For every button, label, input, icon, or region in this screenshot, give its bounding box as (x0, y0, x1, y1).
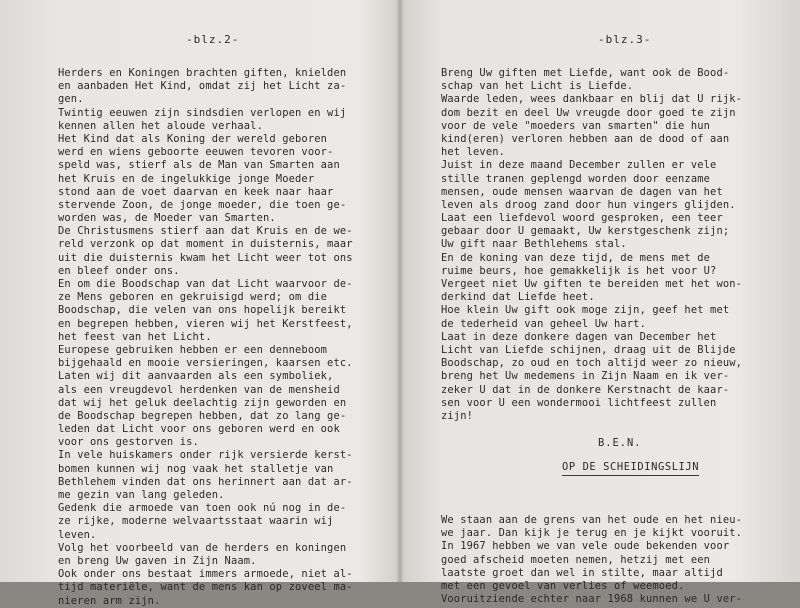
text-line: we jaar. Dan kijk je terug en je kijkt vooruit. (441, 527, 743, 540)
section-body-text (441, 514, 742, 606)
text-line: en begrepen hebben, vieren wij het Kerstfeest, (58, 317, 353, 330)
text-line: De Christusmens stierf aan dat Kruis en de we- (58, 225, 353, 238)
text-line: ze rijke, moderne welvaartsstaat waarin wij (58, 515, 334, 528)
text-line: Breng Uw giften met Liefde, want ook de Bood- (441, 67, 730, 79)
text-line: Laat in deze donkere dagen van December het (441, 330, 717, 343)
text-line: laatste groet dan wel in stilte, maar altijd (441, 566, 723, 579)
text-line: Het Kind dat als Koning der wereld geboren (58, 132, 328, 145)
text-line: mensen, oude mensen waarvan de dagen van het (441, 185, 723, 198)
text-line: worden was, de Moeder van Smarten. (58, 212, 276, 225)
text-line: ze Mens geboren en gekruisigd werd; om die (58, 291, 328, 304)
text-line: en aanbaden Het Kind, omdat zij het Licht za- (58, 80, 347, 93)
text-line: Gedenk die armoede van toen ook nú nog in de- (58, 502, 347, 515)
text-line: gen. (58, 93, 84, 106)
text-line: In vele huiskamers onder rijk versierde kerst- (58, 449, 353, 462)
text-line: Boodschap, die velen van ons hopelijk bereikt (58, 304, 347, 317)
text-line: voor de vele "moeders van smarten" die hun (441, 119, 711, 132)
text-line: het Kruis en de ingelukkige jonge Moeder (58, 172, 315, 185)
text-line: leven als droog zand door hun vingers glijden. (441, 198, 736, 211)
author-signature: B.E.N. (598, 437, 642, 449)
text-line: voor ons gestorven is. (58, 436, 199, 449)
text-line: Ook onder ons bestaat immers armoede, niet al- (58, 568, 353, 581)
text-line: bomen kunnen wij nog vaak het stalletje van (58, 462, 334, 475)
text-line: Herders en Koningen brachten giften, knielden (58, 67, 347, 79)
text-line: gebaar door U gemaakt, Uw kerstgeschenk zijn; (441, 225, 730, 238)
text-line: de tederheid van geheel Uw hart. (441, 317, 646, 330)
text-line: werd en wiens geboorte eeuwen tevoren voor- (58, 146, 334, 159)
text-line: zijn! (441, 409, 474, 422)
text-line: We staan aan de grens van het oude en het nieu- (441, 514, 743, 526)
text-line: en bleef onder ons. (58, 264, 180, 277)
text-line: nieren arm zijn. (58, 594, 161, 607)
text-line: Juist in deze maand December zullen er vele (441, 159, 717, 172)
text-line: stille tranen geplengd worden door eenzame (441, 172, 711, 185)
text-line: Licht van Liefde schijnen, draag uit de Blijde (441, 343, 736, 356)
text-line: breng het Uw medemens in Zijn Naam en ik ver- (441, 370, 730, 383)
text-line: Vooruitziende echter naar 1968 kunnen we U ver- (441, 593, 743, 606)
text-line: leven. (58, 528, 97, 541)
text-line: ruime beurs, hoe gemakkelijk is het voor U? (441, 264, 717, 277)
text-line: speld was, stierf als de Man van Smarten aan (58, 159, 340, 172)
text-line: derkind dat Liefde heet. (441, 291, 595, 304)
text-line: Bethlehem vinden dat ons herinnert aan dat ar- (58, 475, 353, 488)
text-line: Volg het voorbeeld van de herders en koningen (58, 541, 347, 554)
text-line: Uw gift naar Bethlehems stal. (441, 238, 627, 251)
body-text (58, 67, 353, 608)
text-line: En de koning van deze tijd, de mens met de (441, 251, 711, 264)
text-line: stervende Zoon, de jonge moeder, die toen ge- (58, 198, 347, 211)
text-line: Europese gebruiken hebben er een denneboom (58, 343, 328, 356)
text-line: tijd materiële, want de mens kan op zoveel ma- (58, 581, 353, 594)
text-line: reld verzonk op dat moment in duisternis, maar (58, 238, 353, 251)
text-line: het leven. (441, 146, 506, 159)
text-line: me gezin van lang geleden. (58, 489, 225, 501)
text-line: Hoe klein Uw gift ook moge zijn, geef het met (441, 304, 730, 317)
section-heading: OP DE SCHEIDINGSLIJN (562, 461, 699, 476)
text-line: In 1967 hebben we van vele oude bekenden voor (441, 540, 730, 553)
text-line: Laten wij dit aanvaarden als een symboliek, (58, 370, 334, 383)
text-line: als een vreugdevol herdenken van de mensheid (58, 383, 340, 396)
text-line: met een gevoel van verlies of weemoed. (441, 579, 685, 592)
text-line: En om die Boodschap van dat Licht waarvoor de- (58, 278, 353, 290)
text-line: de Boodschap begrepen hebben, dat zo lang ge- (58, 409, 347, 422)
page-number: -blz.2- (186, 33, 240, 46)
text-line: dom bezit en deel Uw vreugde door goed te zijn (441, 106, 736, 119)
text-line: Twintig eeuwen zijn sindsdien verlopen en wij (58, 106, 347, 119)
text-line: leden dat Licht voor ons geboren werd en ook (58, 423, 340, 436)
text-line: uit die duisternis kwam het Licht weer tot ons (58, 251, 353, 264)
text-line: schap van het Licht is Liefde. (441, 80, 634, 93)
text-line: Boodschap, zo oud en toch altijd weer zo nieuw, (441, 357, 743, 370)
body-text (441, 67, 742, 423)
text-line: Waarde leden, wees dankbaar en blij dat U rijk- (441, 93, 743, 106)
text-line: zeker U dat in de donkere Kerstnacht de kaar- (441, 383, 730, 396)
text-line: kind(eren) verloren hebben aan de dood of aan (441, 132, 730, 145)
text-line: dat wij het geluk deelachtig zijn geworden en (58, 396, 347, 409)
text-line: bijgehaald en mooie versieringen, kaarsen etc. (58, 357, 353, 370)
right-page (400, 0, 800, 606)
page-number: -blz.3- (598, 33, 652, 46)
text-line: goed afscheid moeten nemen, hetzij met een (441, 553, 711, 566)
text-line: kennen allen het aloude verhaal. (58, 119, 263, 132)
text-line: en breng Uw gaven in Zijn Naam. (58, 554, 257, 567)
text-line: Vergeet niet Uw giften te bereiden met het won- (441, 278, 743, 290)
text-line: sen voor U een wondermooi lichtfeest zullen (441, 396, 717, 409)
text-line: het feest van het Licht. (58, 330, 212, 343)
text-line: Laat een liefdevol woord gesproken, een teer (441, 212, 723, 225)
text-line: stond aan de voet daarvan en keek naar haar (58, 185, 334, 198)
left-page (0, 0, 400, 607)
